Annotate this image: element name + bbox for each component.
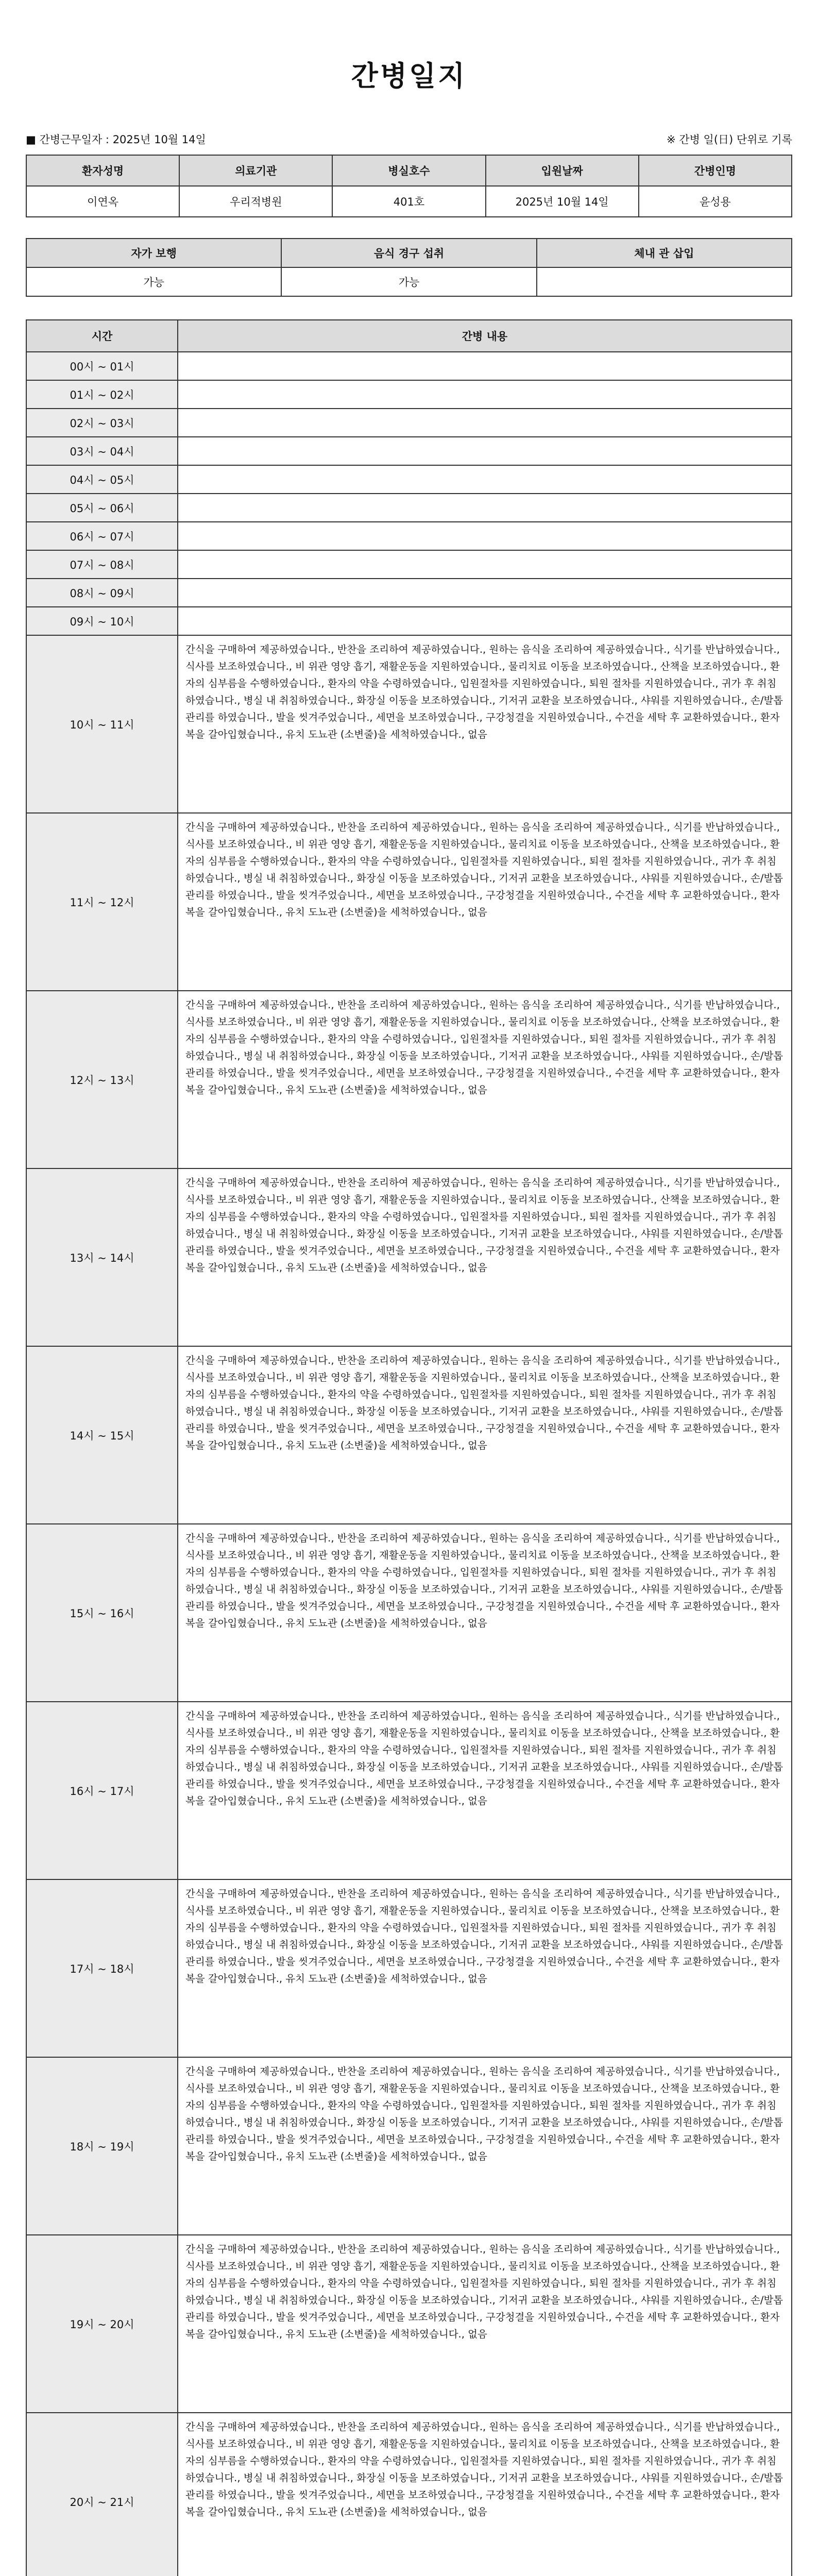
log-row bbox=[26, 1346, 792, 1524]
log-content: 간식을 구매하여 제공하였습니다., 반찬을 조리하여 제공하였습니다., 원하는 음식을 조리하여 제공하였습니다., 식기를 반납하였습니다., 식사를 보조하였습니다., 비 위관 영양 흡기, 재활운동을 지원하였습니다., 물리치료 이동을 보조하였습니다., 산책을 보조하였습니다., 환자의 심부름을 수행하였습니다., 환자의 약을 수령하였습니다., 입원절차를 지원하였습니다., 퇴원 절차를 지원하였습니다., 귀가 후 취침하였습니다., 병실 내 취침하였습니다., 화장실 이동을 보조하였습니다., 기저귀 교환을 보조하였습니다., 샤워를 지원하였습니다., 손/발톱 관리를 하였습니다., 발을 씻겨주었습니다., 세면을 보조하였습니다., 구강청결을 지원하였습니다., 수건을 세탁 후 교환하였습니다., 환자복을 갈아입혔습니다., 유치 도뇨관 (소변줄)을 세척하였습니다., 없음 bbox=[178, 813, 792, 991]
patient-header-row bbox=[26, 155, 792, 186]
log-row bbox=[26, 550, 792, 579]
log-row bbox=[26, 1168, 792, 1346]
log-content bbox=[178, 465, 792, 494]
tube-insertion-value bbox=[537, 267, 792, 296]
log-time: 18시 ~ 19시 bbox=[26, 2057, 178, 2235]
log-row bbox=[26, 1702, 792, 1879]
log-time: 04시 ~ 05시 bbox=[26, 465, 178, 494]
work-date-group: ■ 간병근무일자 : 2025년 10월 14일 bbox=[26, 133, 206, 146]
log-content: 간식을 구매하여 제공하였습니다., 반찬을 조리하여 제공하였습니다., 원하는 음식을 조리하여 제공하였습니다., 식기를 반납하였습니다., 식사를 보조하였습니다., 비 위관 영양 흡기, 재활운동을 지원하였습니다., 물리치료 이동을 보조하였습니다., 산책을 보조하였습니다., 환자의 심부름을 수행하였습니다., 환자의 약을 수령하였습니다., 입원절차를 지원하였습니다., 퇴원 절차를 지원하였습니다., 귀가 후 취침하였습니다., 병실 내 취침하였습니다., 화장실 이동을 보조하였습니다., 기저귀 교환을 보조하였습니다., 샤워를 지원하였습니다., 손/발톱 관리를 하였습니다., 발을 씻겨주었습니다., 세면을 보조하였습니다., 구강청결을 지원하였습니다., 수건을 세탁 후 교환하였습니다., 환자복을 갈아입혔습니다., 유치 도뇨관 (소변줄)을 세척하였습니다., 없음 bbox=[178, 1879, 792, 2057]
log-content: 간식을 구매하여 제공하였습니다., 반찬을 조리하여 제공하였습니다., 원하는 음식을 조리하여 제공하였습니다., 식기를 반납하였습니다., 식사를 보조하였습니다., 비 위관 영양 흡기, 재활운동을 지원하였습니다., 물리치료 이동을 보조하였습니다., 산책을 보조하였습니다., 환자의 심부름을 수행하였습니다., 환자의 약을 수령하였습니다., 입원절차를 지원하였습니다., 퇴원 절차를 지원하였습니다., 귀가 후 취침하였습니다., 병실 내 취침하였습니다., 화장실 이동을 보조하였습니다., 기저귀 교환을 보조하였습니다., 샤워를 지원하였습니다., 손/발톱 관리를 하였습니다., 발을 씻겨주었습니다., 세면을 보조하였습니다., 구강청결을 지원하였습니다., 수건을 세탁 후 교환하였습니다., 환자복을 갈아입혔습니다., 유치 도뇨관 (소변줄)을 세척하였습니다., 없음 bbox=[178, 991, 792, 1168]
log-time: 01시 ~ 02시 bbox=[26, 380, 178, 409]
room-number: 401호 bbox=[332, 186, 485, 217]
log-content: 간식을 구매하여 제공하였습니다., 반찬을 조리하여 제공하였습니다., 원하는 음식을 조리하여 제공하였습니다., 식기를 반납하였습니다., 식사를 보조하였습니다., 비 위관 영양 흡기, 재활운동을 지원하였습니다., 물리치료 이동을 보조하였습니다., 산책을 보조하였습니다., 환자의 심부름을 수행하였습니다., 환자의 약을 수령하였습니다., 입원절차를 지원하였습니다., 퇴원 절차를 지원하였습니다., 귀가 후 취침하였습니다., 병실 내 취침하였습니다., 화장실 이동을 보조하였습니다., 기저귀 교환을 보조하였습니다., 샤워를 지원하였습니다., 손/발톱 관리를 하였습니다., 발을 씻겨주었습니다., 세면을 보조하였습니다., 구강청결을 지원하였습니다., 수건을 세탁 후 교환하였습니다., 환자복을 갈아입혔습니다., 유치 도뇨관 (소변줄)을 세척하였습니다., 없음 bbox=[178, 2413, 792, 2576]
admission-date: 2025년 10월 14일 bbox=[486, 186, 639, 217]
header-tube-insertion: 체내 관 삽입 bbox=[537, 239, 792, 267]
work-date-value: 2025년 10월 14일 bbox=[112, 133, 206, 146]
log-time: 02시 ~ 03시 bbox=[26, 409, 178, 437]
document-title: 간병일지 bbox=[351, 60, 467, 92]
log-row bbox=[26, 494, 792, 522]
log-content bbox=[178, 352, 792, 380]
log-time: 10시 ~ 11시 bbox=[26, 635, 178, 813]
log-content bbox=[178, 380, 792, 409]
log-time: 09시 ~ 10시 bbox=[26, 607, 178, 635]
hourly-care-log-table bbox=[26, 319, 792, 2576]
log-time: 19시 ~ 20시 bbox=[26, 2235, 178, 2413]
log-time: 05시 ~ 06시 bbox=[26, 494, 178, 522]
log-content: 간식을 구매하여 제공하였습니다., 반찬을 조리하여 제공하였습니다., 원하는 음식을 조리하여 제공하였습니다., 식기를 반납하였습니다., 식사를 보조하였습니다., 비 위관 영양 흡기, 재활운동을 지원하였습니다., 물리치료 이동을 보조하였습니다., 산책을 보조하였습니다., 환자의 심부름을 수행하였습니다., 환자의 약을 수령하였습니다., 입원절차를 지원하였습니다., 퇴원 절차를 지원하였습니다., 귀가 후 취침하였습니다., 병실 내 취침하였습니다., 화장실 이동을 보조하였습니다., 기저귀 교환을 보조하였습니다., 샤워를 지원하였습니다., 손/발톱 관리를 하였습니다., 발을 씻겨주었습니다., 세면을 보조하였습니다., 구강청결을 지원하였습니다., 수건을 세탁 후 교환하였습니다., 환자복을 갈아입혔습니다., 유치 도뇨관 (소변줄)을 세척하였습니다., 없음 bbox=[178, 635, 792, 813]
log-row bbox=[26, 1879, 792, 2057]
log-row bbox=[26, 2235, 792, 2413]
log-time: 03시 ~ 04시 bbox=[26, 437, 178, 465]
log-row bbox=[26, 1524, 792, 1702]
log-time: 06시 ~ 07시 bbox=[26, 522, 178, 550]
log-row bbox=[26, 607, 792, 635]
log-content bbox=[178, 494, 792, 522]
caregiver-name: 윤성용 bbox=[639, 186, 792, 217]
log-row bbox=[26, 991, 792, 1168]
patient-info-table bbox=[26, 155, 792, 217]
patient-status-table bbox=[26, 238, 792, 297]
log-time: 17시 ~ 18시 bbox=[26, 1879, 178, 2057]
log-row bbox=[26, 579, 792, 607]
log-time: 13시 ~ 14시 bbox=[26, 1168, 178, 1346]
log-time: 16시 ~ 17시 bbox=[26, 1702, 178, 1879]
header-self-walking: 자가 보행 bbox=[26, 239, 281, 267]
log-content: 간식을 구매하여 제공하였습니다., 반찬을 조리하여 제공하였습니다., 원하는 음식을 조리하여 제공하였습니다., 식기를 반납하였습니다., 식사를 보조하였습니다., 비 위관 영양 흡기, 재활운동을 지원하였습니다., 물리치료 이동을 보조하였습니다., 산책을 보조하였습니다., 환자의 심부름을 수행하였습니다., 환자의 약을 수령하였습니다., 입원절차를 지원하였습니다., 퇴원 절차를 지원하였습니다., 귀가 후 취침하였습니다., 병실 내 취침하였습니다., 화장실 이동을 보조하였습니다., 기저귀 교환을 보조하였습니다., 샤워를 지원하였습니다., 손/발톱 관리를 하였습니다., 발을 씻겨주었습니다., 세면을 보조하였습니다., 구강청결을 지원하였습니다., 수건을 세탁 후 교환하였습니다., 환자복을 갈아입혔습니다., 유치 도뇨관 (소변줄)을 세척하였습니다., 없음 bbox=[178, 2235, 792, 2413]
header-admission-date: 입원날짜 bbox=[486, 155, 639, 186]
log-time: 20시 ~ 21시 bbox=[26, 2413, 178, 2576]
self-walking-value: 가능 bbox=[26, 267, 281, 296]
log-row bbox=[26, 2413, 792, 2576]
header-time: 시간 bbox=[26, 320, 178, 352]
log-content bbox=[178, 607, 792, 635]
log-time: 11시 ~ 12시 bbox=[26, 813, 178, 991]
log-content bbox=[178, 579, 792, 607]
header-caregiver-name: 간병인명 bbox=[639, 155, 792, 186]
log-content bbox=[178, 522, 792, 550]
log-time: 07시 ~ 08시 bbox=[26, 550, 178, 579]
work-date-label: 간병근무일자 : bbox=[39, 133, 109, 146]
log-row bbox=[26, 409, 792, 437]
status-value-row bbox=[26, 267, 792, 296]
log-content bbox=[178, 437, 792, 465]
unit-note: ※ 간병 일(日) 단위로 기록 bbox=[667, 133, 792, 146]
header-hospital: 의료기관 bbox=[179, 155, 332, 186]
log-content: 간식을 구매하여 제공하였습니다., 반찬을 조리하여 제공하였습니다., 원하는 음식을 조리하여 제공하였습니다., 식기를 반납하였습니다., 식사를 보조하였습니다., 비 위관 영양 흡기, 재활운동을 지원하였습니다., 물리치료 이동을 보조하였습니다., 산책을 보조하였습니다., 환자의 심부름을 수행하였습니다., 환자의 약을 수령하였습니다., 입원절차를 지원하였습니다., 퇴원 절차를 지원하였습니다., 귀가 후 취침하였습니다., 병실 내 취침하였습니다., 화장실 이동을 보조하였습니다., 기저귀 교환을 보조하였습니다., 샤워를 지원하였습니다., 손/발톱 관리를 하였습니다., 발을 씻겨주었습니다., 세면을 보조하였습니다., 구강청결을 지원하였습니다., 수건을 세탁 후 교환하였습니다., 환자복을 갈아입혔습니다., 유치 도뇨관 (소변줄)을 세척하였습니다., 없음 bbox=[178, 2057, 792, 2235]
log-row bbox=[26, 437, 792, 465]
header-patient-name: 환자성명 bbox=[26, 155, 179, 186]
log-content: 간식을 구매하여 제공하였습니다., 반찬을 조리하여 제공하였습니다., 원하는 음식을 조리하여 제공하였습니다., 식기를 반납하였습니다., 식사를 보조하였습니다., 비 위관 영양 흡기, 재활운동을 지원하였습니다., 물리치료 이동을 보조하였습니다., 산책을 보조하였습니다., 환자의 심부름을 수행하였습니다., 환자의 약을 수령하였습니다., 입원절차를 지원하였습니다., 퇴원 절차를 지원하였습니다., 귀가 후 취침하였습니다., 병실 내 취침하였습니다., 화장실 이동을 보조하였습니다., 기저귀 교환을 보조하였습니다., 샤워를 지원하였습니다., 손/발톱 관리를 하였습니다., 발을 씻겨주었습니다., 세면을 보조하였습니다., 구강청결을 지원하였습니다., 수건을 세탁 후 교환하였습니다., 환자복을 갈아입혔습니다., 유치 도뇨관 (소변줄)을 세척하였습니다., 없음 bbox=[178, 1346, 792, 1524]
log-content: 간식을 구매하여 제공하였습니다., 반찬을 조리하여 제공하였습니다., 원하는 음식을 조리하여 제공하였습니다., 식기를 반납하였습니다., 식사를 보조하였습니다., 비 위관 영양 흡기, 재활운동을 지원하였습니다., 물리치료 이동을 보조하였습니다., 산책을 보조하였습니다., 환자의 심부름을 수행하였습니다., 환자의 약을 수령하였습니다., 입원절차를 지원하였습니다., 퇴원 절차를 지원하였습니다., 귀가 후 취침하였습니다., 병실 내 취침하였습니다., 화장실 이동을 보조하였습니다., 기저귀 교환을 보조하였습니다., 샤워를 지원하였습니다., 손/발톱 관리를 하였습니다., 발을 씻겨주었습니다., 세면을 보조하였습니다., 구강청결을 지원하였습니다., 수건을 세탁 후 교환하였습니다., 환자복을 갈아입혔습니다., 유치 도뇨관 (소변줄)을 세척하였습니다., 없음 bbox=[178, 1524, 792, 1702]
log-content: 간식을 구매하여 제공하였습니다., 반찬을 조리하여 제공하였습니다., 원하는 음식을 조리하여 제공하였습니다., 식기를 반납하였습니다., 식사를 보조하였습니다., 비 위관 영양 흡기, 재활운동을 지원하였습니다., 물리치료 이동을 보조하였습니다., 산책을 보조하였습니다., 환자의 심부름을 수행하였습니다., 환자의 약을 수령하였습니다., 입원절차를 지원하였습니다., 퇴원 절차를 지원하였습니다., 귀가 후 취침하였습니다., 병실 내 취침하였습니다., 화장실 이동을 보조하였습니다., 기저귀 교환을 보조하였습니다., 샤워를 지원하였습니다., 손/발톱 관리를 하였습니다., 발을 씻겨주었습니다., 세면을 보조하였습니다., 구강청결을 지원하였습니다., 수건을 세탁 후 교환하였습니다., 환자복을 갈아입혔습니다., 유치 도뇨관 (소변줄)을 세척하였습니다., 없음 bbox=[178, 1168, 792, 1346]
log-row bbox=[26, 2057, 792, 2235]
log-time: 15시 ~ 16시 bbox=[26, 1524, 178, 1702]
log-content bbox=[178, 409, 792, 437]
log-row bbox=[26, 465, 792, 494]
oral-intake-value: 가능 bbox=[281, 267, 536, 296]
patient-name: 이연옥 bbox=[26, 186, 179, 217]
status-header-row bbox=[26, 239, 792, 267]
header-oral-intake: 음식 경구 섭취 bbox=[281, 239, 536, 267]
log-row bbox=[26, 635, 792, 813]
log-row bbox=[26, 522, 792, 550]
log-time: 12시 ~ 13시 bbox=[26, 991, 178, 1168]
log-content: 간식을 구매하여 제공하였습니다., 반찬을 조리하여 제공하였습니다., 원하는 음식을 조리하여 제공하였습니다., 식기를 반납하였습니다., 식사를 보조하였습니다., 비 위관 영양 흡기, 재활운동을 지원하였습니다., 물리치료 이동을 보조하였습니다., 산책을 보조하였습니다., 환자의 심부름을 수행하였습니다., 환자의 약을 수령하였습니다., 입원절차를 지원하였습니다., 퇴원 절차를 지원하였습니다., 귀가 후 취침하였습니다., 병실 내 취침하였습니다., 화장실 이동을 보조하였습니다., 기저귀 교환을 보조하였습니다., 샤워를 지원하였습니다., 손/발톱 관리를 하였습니다., 발을 씻겨주었습니다., 세면을 보조하였습니다., 구강청결을 지원하였습니다., 수건을 세탁 후 교환하였습니다., 환자복을 갈아입혔습니다., 유치 도뇨관 (소변줄)을 세척하였습니다., 없음 bbox=[178, 1702, 792, 1879]
log-content bbox=[178, 550, 792, 579]
hospital-name: 우리적병원 bbox=[179, 186, 332, 217]
header-care-content: 간병 내용 bbox=[178, 320, 792, 352]
log-row bbox=[26, 352, 792, 380]
log-row bbox=[26, 813, 792, 991]
log-time: 14시 ~ 15시 bbox=[26, 1346, 178, 1524]
log-header-row bbox=[26, 320, 792, 352]
log-time: 00시 ~ 01시 bbox=[26, 352, 178, 380]
header-room-number: 병실호수 bbox=[332, 155, 485, 186]
log-row bbox=[26, 380, 792, 409]
log-time: 08시 ~ 09시 bbox=[26, 579, 178, 607]
patient-value-row bbox=[26, 186, 792, 217]
